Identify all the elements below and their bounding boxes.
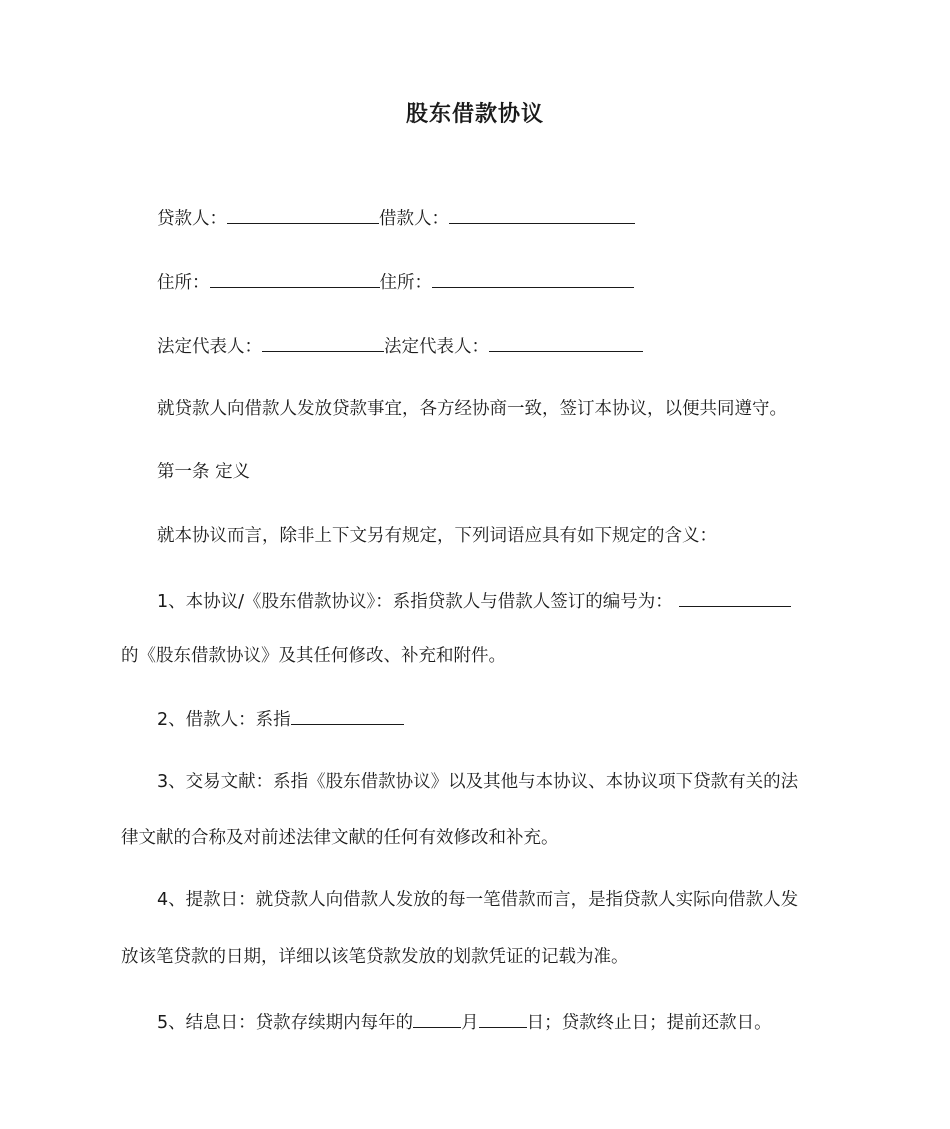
party-names-line (157, 205, 635, 231)
borrower-address-label: 住所： (379, 273, 432, 293)
intro-paragraph: 就贷款人向借款人发放贷款事宜，各方经协商一致，签订本协议，以便共同遵守。 (157, 399, 787, 419)
article1-heading: 第一条 定义 (157, 462, 251, 482)
definition-item-1-text: 1、本协议/《股东借款协议》：系指贷款人与借款人签订的编号为： (157, 592, 673, 612)
lender-rep-label: 法定代表人： (157, 337, 262, 357)
agreement-number-blank[interactable] (679, 588, 791, 607)
lender-name-blank[interactable] (227, 205, 379, 224)
lender-address-blank[interactable] (210, 269, 380, 288)
article1-lead: 就本协议而言，除非上下文另有规定，下列词语应具有如下规定的含义： (157, 526, 717, 546)
definition-item-2 (157, 706, 404, 732)
interest-month-blank[interactable] (413, 1009, 461, 1028)
party-address-line (157, 269, 634, 295)
borrower-address-blank[interactable] (432, 269, 634, 288)
definition-item-4-cont: 放该笔贷款的日期，详细以该笔贷款发放的划款凭证的记载为准。 (121, 947, 629, 967)
definition-item-4: 4、提款日：就贷款人向借款人发放的每一笔借款而言，是指贷款人实际向借款人发 (157, 890, 799, 910)
borrower-name-blank[interactable] (449, 205, 635, 224)
definition-item-3: 3、交易文献：系指《股东借款协议》以及其他与本协议、本协议项下贷款有关的法 (157, 772, 799, 792)
definition-item-1 (157, 588, 791, 614)
definition-item-5-text: 5、结息日：贷款存续期内每年的 (157, 1013, 414, 1033)
month-label: 月 (461, 1013, 479, 1033)
definition-item-5-end: 日；贷款终止日；提前还款日。 (526, 1013, 772, 1033)
definition-item-2-text: 2、借款人：系指 (157, 710, 291, 730)
party-rep-line (157, 333, 643, 359)
borrower-definition-blank[interactable] (291, 706, 404, 725)
document-title: 股东借款协议 (405, 102, 544, 127)
borrower-label: 借款人： (379, 209, 449, 229)
lender-address-label: 住所： (157, 273, 210, 293)
definition-item-3-cont: 律文献的合称及对前述法律文献的任何有效修改和补充。 (121, 828, 559, 848)
interest-day-blank[interactable] (479, 1009, 527, 1028)
definition-item-5 (157, 1009, 772, 1035)
borrower-rep-blank[interactable] (489, 333, 643, 352)
lender-rep-blank[interactable] (262, 333, 384, 352)
definition-item-1-cont: 的《股东借款协议》及其任何修改、补充和附件。 (121, 646, 506, 666)
borrower-rep-label: 法定代表人： (384, 337, 489, 357)
lender-label: 贷款人： (157, 209, 227, 229)
